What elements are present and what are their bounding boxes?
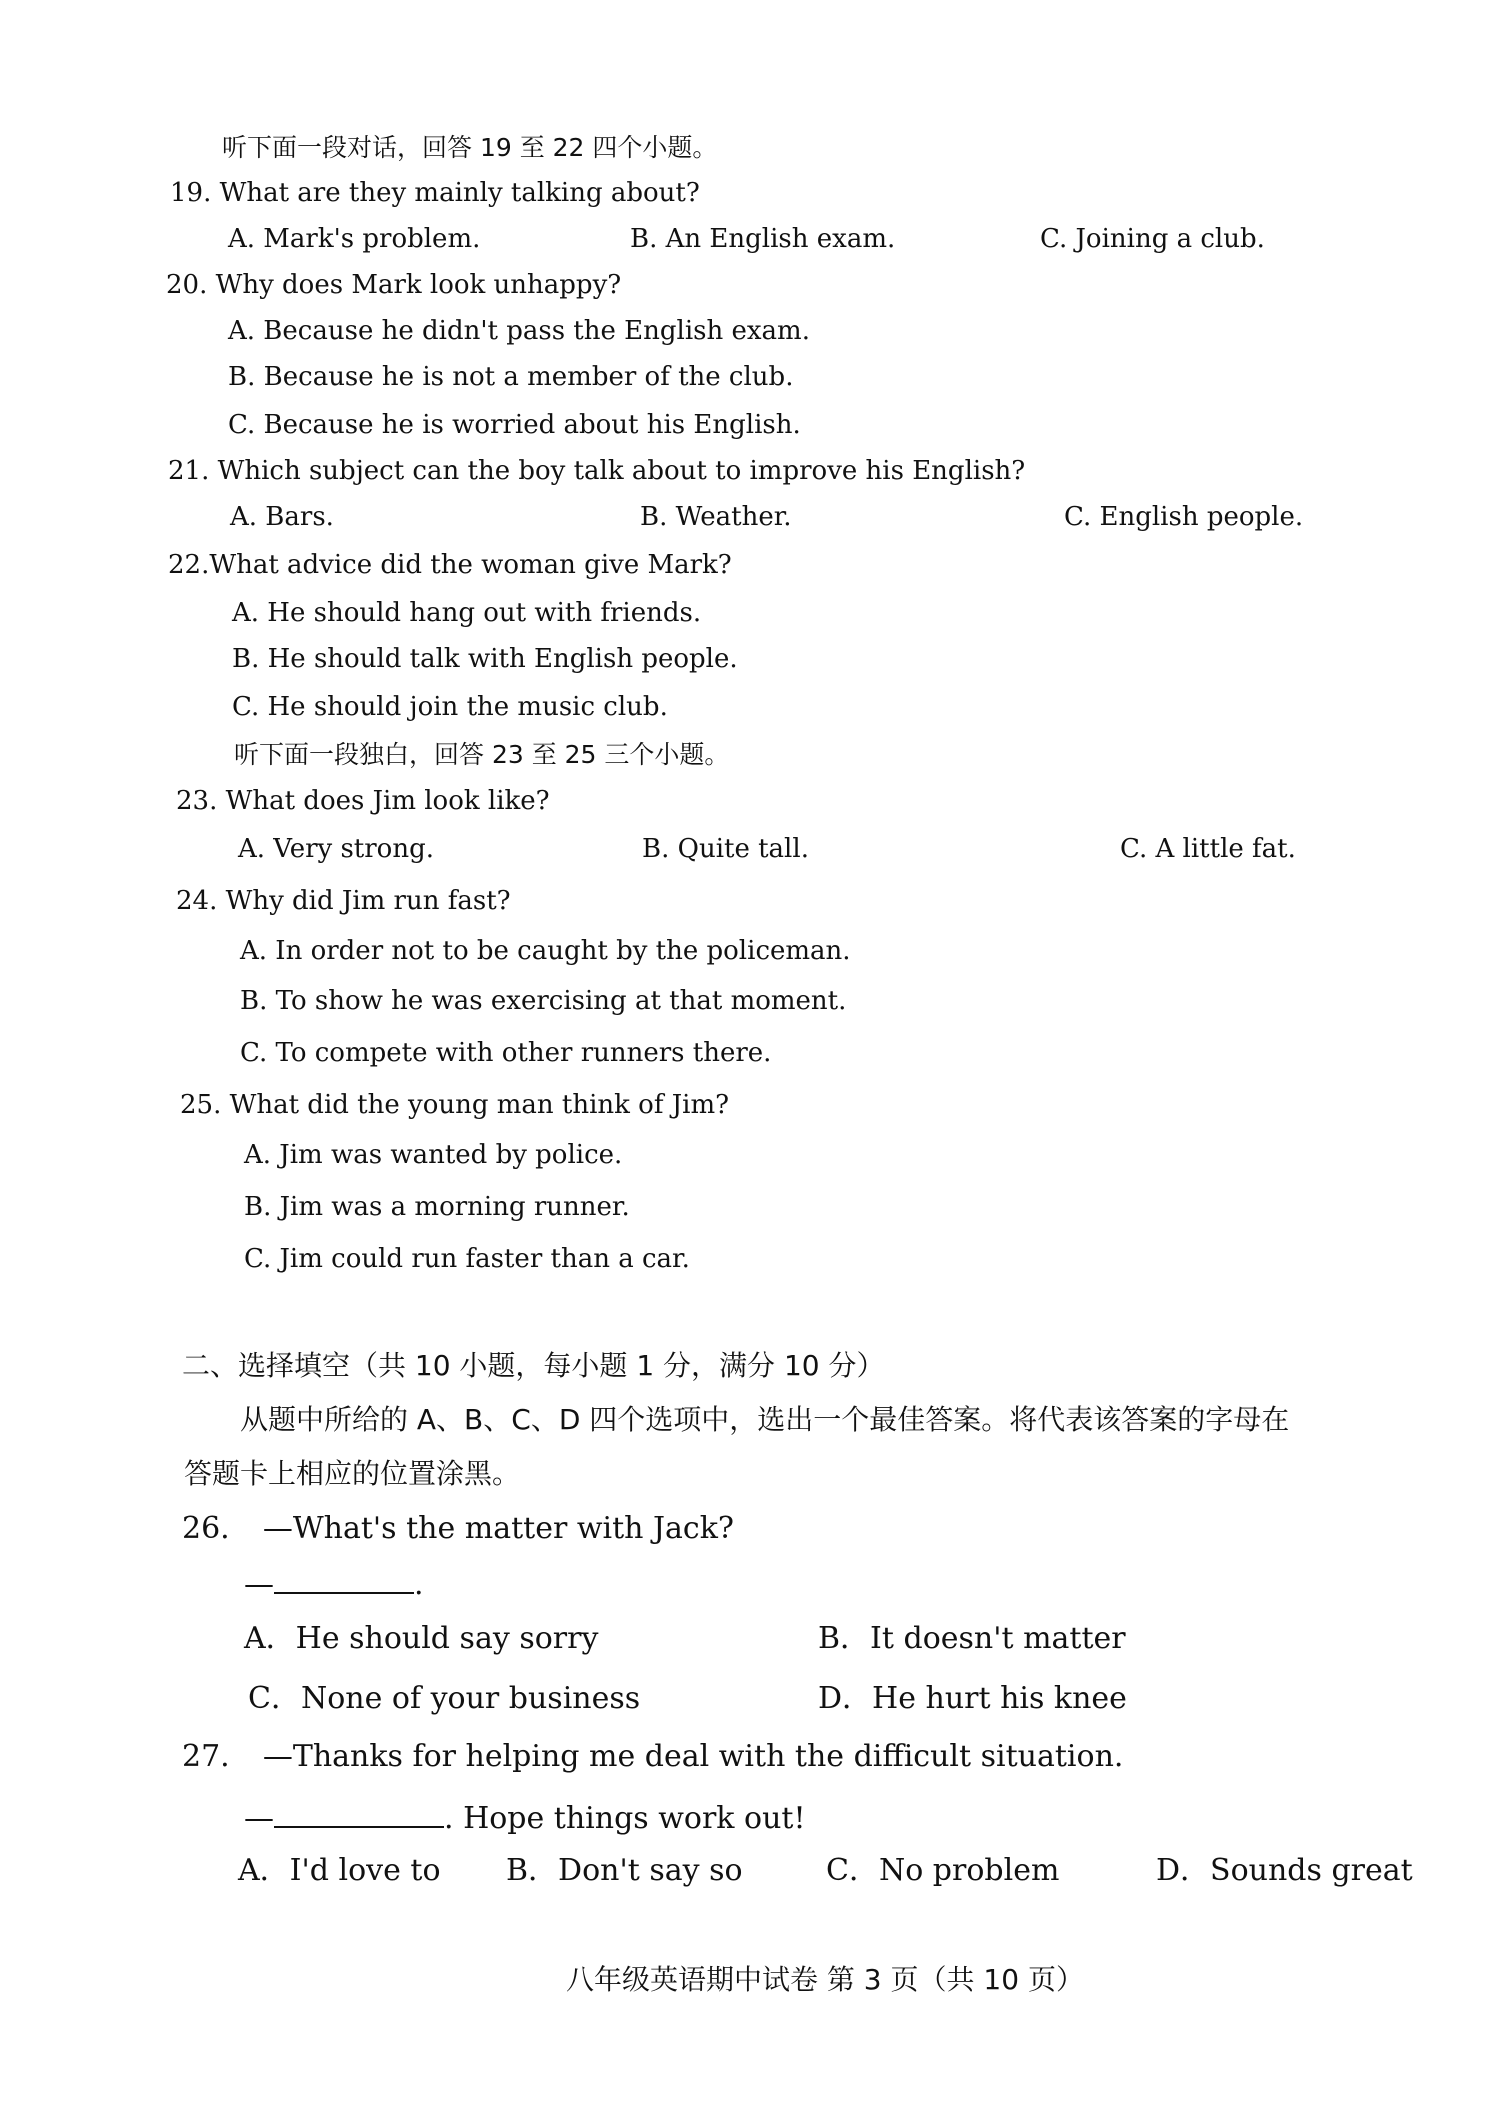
question-23-option-a: A. Very strong. bbox=[238, 834, 434, 864]
question-26-reply-dash: — bbox=[244, 1567, 274, 1602]
question-21-option-a: A. Bars. bbox=[230, 502, 334, 532]
question-27-option-b: B．Don't say so bbox=[506, 1853, 743, 1888]
question-26-stem: —What's the matter with Jack? bbox=[262, 1511, 734, 1546]
monologue-instruction: 听下面一段独白，回答 23 至 25 三个小题。 bbox=[234, 740, 730, 769]
question-20-stem: 20. Why does Mark look unhappy? bbox=[166, 270, 622, 300]
question-27-reply-end: . Hope things work out! bbox=[444, 1801, 806, 1836]
question-23-stem: 23. What does Jim look like? bbox=[176, 786, 550, 816]
question-22-option-b: B. He should talk with English people. bbox=[232, 644, 738, 674]
section-2-instruction-line-1: 从题中所给的 A、B、C、D 四个选项中，选出一个最佳答案。将代表该答案的字母在 bbox=[240, 1403, 1290, 1436]
question-26-number: 26. bbox=[182, 1511, 230, 1546]
question-26-option-b: B．It doesn't matter bbox=[818, 1621, 1126, 1656]
question-24-option-c: C. To compete with other runners there. bbox=[240, 1038, 772, 1068]
question-21-option-b: B. Weather. bbox=[640, 502, 792, 532]
question-19-option-b: B. An English exam. bbox=[630, 224, 896, 254]
question-21-stem: 21. Which subject can the boy talk about to improve his English? bbox=[168, 456, 1026, 486]
question-26-reply bbox=[244, 1566, 424, 1600]
question-22-stem: 22.What advice did the woman give Mark? bbox=[168, 550, 732, 580]
question-27-stem: —Thanks for helping me deal with the difficult situation. bbox=[262, 1739, 1124, 1774]
question-22-option-a: A. He should hang out with friends. bbox=[232, 598, 702, 628]
question-24-option-b: B. To show he was exercising at that moment. bbox=[240, 986, 847, 1016]
section-2-heading: 二、选择填空（共 10 小题，每小题 1 分，满分 10 分） bbox=[182, 1349, 885, 1382]
question-25-option-c: C. Jim could run faster than a car. bbox=[244, 1244, 690, 1274]
question-26-answer-blank bbox=[274, 1566, 414, 1594]
question-26-reply-end: . bbox=[414, 1567, 424, 1602]
dialogue-instruction: 听下面一段对话，回答 19 至 22 四个小题。 bbox=[222, 133, 718, 162]
question-21-option-c: C. English people. bbox=[1064, 502, 1304, 532]
question-19-option-c: C. Joining a club. bbox=[1040, 224, 1265, 254]
question-26-option-a: A．He should say sorry bbox=[244, 1621, 599, 1656]
question-20-option-a: A. Because he didn't pass the English exam. bbox=[228, 316, 810, 346]
question-26 bbox=[182, 1511, 734, 1546]
question-27 bbox=[182, 1739, 1124, 1774]
section-2-instruction-line-2: 答题卡上相应的位置涂黑。 bbox=[184, 1457, 521, 1490]
question-22-option-c: C. He should join the music club. bbox=[232, 692, 668, 722]
question-27-option-d: D．Sounds great bbox=[1156, 1853, 1413, 1888]
page-footer: 八年级英语期中试卷 第 3 页（共 10 页） bbox=[566, 1963, 1084, 1996]
question-19-option-a: A. Mark's problem. bbox=[228, 224, 481, 254]
question-24-option-a: A. In order not to be caught by the policeman. bbox=[240, 936, 851, 966]
question-25-option-b: B. Jim was a morning runner. bbox=[244, 1192, 630, 1222]
question-27-option-c: C．No problem bbox=[826, 1853, 1060, 1888]
question-19-stem: 19. What are they mainly talking about? bbox=[170, 178, 700, 208]
question-23-option-c: C. A little fat. bbox=[1120, 834, 1296, 864]
question-27-reply-dash: — bbox=[244, 1801, 274, 1836]
question-20-option-c: C. Because he is worried about his English. bbox=[228, 410, 801, 440]
question-27-number: 27. bbox=[182, 1739, 230, 1774]
question-27-answer-blank bbox=[274, 1800, 444, 1828]
question-23-option-b: B. Quite tall. bbox=[642, 834, 809, 864]
question-27-reply bbox=[244, 1800, 806, 1834]
question-26-option-d: D．He hurt his knee bbox=[818, 1681, 1127, 1716]
question-27-option-a: A．I'd love to bbox=[238, 1853, 441, 1888]
question-26-option-c: C．None of your business bbox=[248, 1681, 641, 1716]
question-25-option-a: A. Jim was wanted by police. bbox=[244, 1140, 623, 1170]
question-20-option-b: B. Because he is not a member of the club. bbox=[228, 362, 794, 392]
question-25-stem: 25. What did the young man think of Jim? bbox=[180, 1090, 730, 1120]
question-24-stem: 24. Why did Jim run fast? bbox=[176, 886, 511, 916]
